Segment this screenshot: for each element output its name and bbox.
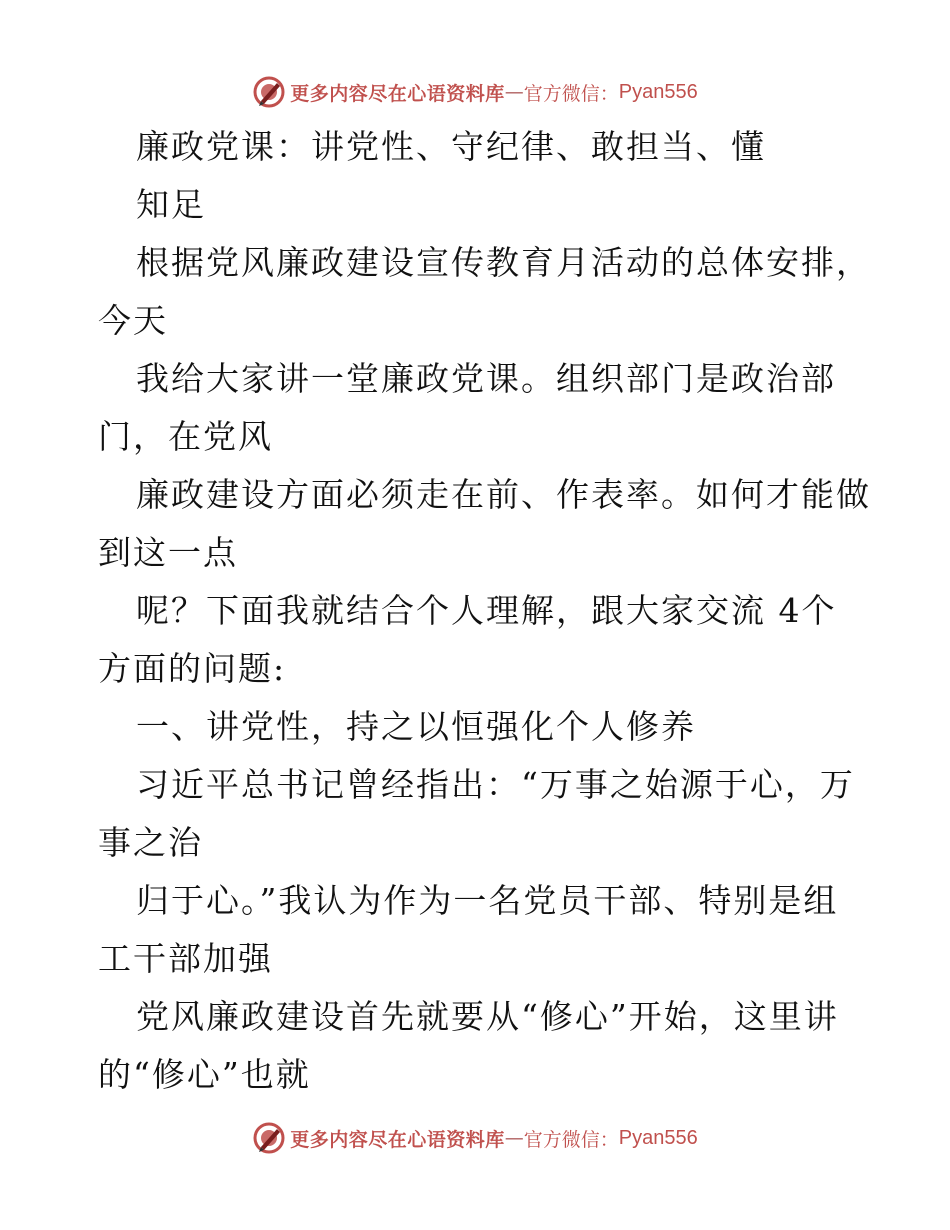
watermark-wechat-label: 官方微信： [523,82,619,105]
pen-logo-icon [252,1121,286,1155]
text-line: 的“修心”也就 [98,1055,311,1094]
text-line: 根据党风廉政建设宣传教育月活动的总体安排， [136,243,871,282]
header-watermark [0,72,950,112]
text-line: 归于心。”我认为作为一名党员干部、特别是组 [136,881,839,920]
text-line: 知足 [136,185,206,224]
watermark-group [252,75,698,109]
footer-watermark [0,1118,950,1158]
text-line: 习近平总书记曾经指出：“万事之始源于心，万 [136,765,855,804]
text-line: 我给大家讲一堂廉政党课。组织部门是政治部 [136,359,836,398]
text-line: 到这一点 [98,533,238,572]
text-line: 门，在党风 [98,417,273,456]
watermark-dash: — [504,81,524,103]
watermark-group [252,1121,698,1155]
watermark-wechat-id: Pyan556 [618,1126,698,1149]
text-line: 党风廉政建设首先就要从“修心”开始，这里讲 [136,997,839,1036]
watermark-wechat-label: 官方微信： [523,1128,619,1151]
text-line: 廉政党课：讲党性、守纪律、敢担当、懂 [136,127,766,166]
text-line: 方面的问题: [98,649,287,688]
pen-logo-icon [252,75,286,109]
section-heading: 一、讲党性，持之以恒强化个人修养 [136,707,696,746]
watermark-text: 更多内容尽在心语资料库 [290,1128,505,1151]
watermark-text: 更多内容尽在心语资料库 [290,82,505,105]
text-line: 工干部加强 [98,939,273,978]
text-line: 今天 [98,301,168,340]
document-body [98,118,871,1104]
text-line: 呢？下面我就结合个人理解，跟大家交流 4个 [136,591,837,630]
text-line: 廉政建设方面必须走在前、作表率。如何才能做 [136,475,871,514]
watermark-dash: — [504,1127,524,1149]
watermark-wechat-id: Pyan556 [618,80,698,103]
text-line: 事之治 [98,823,203,862]
